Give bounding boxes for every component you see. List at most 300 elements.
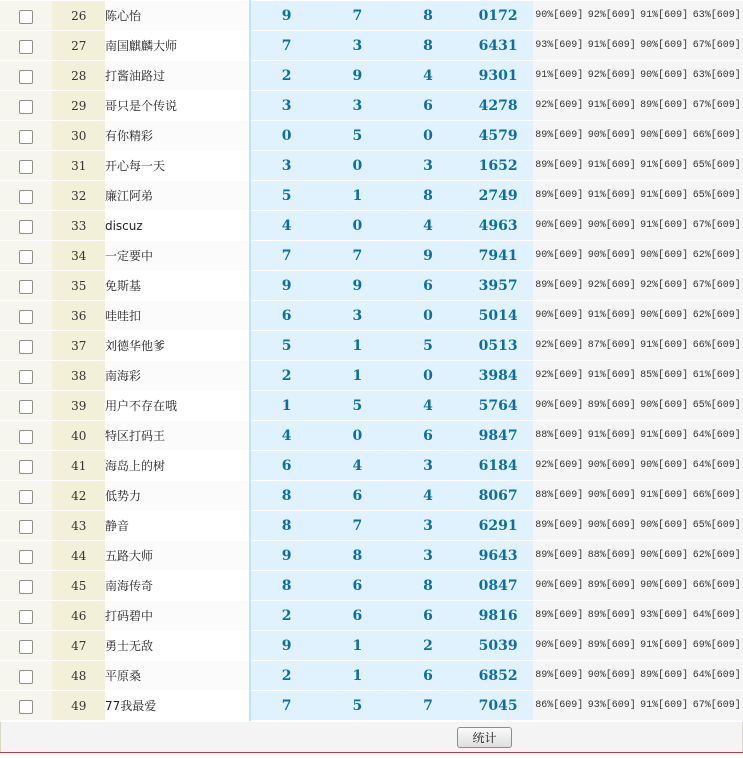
digit-3: 6 <box>393 421 464 451</box>
digit-2: 1 <box>322 331 393 361</box>
digit-2: 9 <box>322 61 393 91</box>
stat-2: 89%[609] <box>585 571 637 601</box>
user-name: 海岛上的树 <box>105 451 250 481</box>
digit-3: 5 <box>393 331 464 361</box>
code-number: 7941 <box>463 241 533 271</box>
stat-4: 66%[609] <box>690 481 743 511</box>
stat-1: 89%[609] <box>533 601 585 631</box>
row-select-cell <box>0 661 52 691</box>
stat-4: 66%[609] <box>690 121 743 151</box>
stat-4: 65%[609] <box>690 511 743 541</box>
stat-1: 92%[609] <box>533 451 585 481</box>
row-number: 28 <box>52 61 104 91</box>
row-select-checkbox[interactable] <box>19 160 33 174</box>
row-select-cell <box>0 541 52 571</box>
row-select-checkbox[interactable] <box>19 700 33 714</box>
row-number: 35 <box>52 271 104 301</box>
row-select-cell <box>0 301 52 331</box>
stat-4: 67%[609] <box>690 91 743 121</box>
stat-2: 90%[609] <box>585 511 637 541</box>
stat-1: 90%[609] <box>533 391 585 421</box>
digit-1: 8 <box>250 571 322 601</box>
digit-3: 4 <box>393 211 464 241</box>
code-number: 9643 <box>463 541 533 571</box>
digit-2: 8 <box>322 541 393 571</box>
row-select-checkbox[interactable] <box>19 400 33 414</box>
digit-2: 5 <box>322 121 393 151</box>
code-number: 1652 <box>463 151 533 181</box>
stat-3: 90%[609] <box>638 511 690 541</box>
stat-3: 90%[609] <box>638 541 690 571</box>
digit-1: 9 <box>250 541 322 571</box>
stat-4: 69%[609] <box>690 631 743 661</box>
table-row <box>0 61 743 91</box>
stat-1: 89%[609] <box>533 271 585 301</box>
digit-3: 2 <box>393 631 464 661</box>
table-row <box>0 601 743 631</box>
table-row <box>0 241 743 271</box>
row-select-cell <box>0 511 52 541</box>
table-row <box>0 121 743 151</box>
digit-1: 7 <box>250 31 322 61</box>
stat-3: 91%[609] <box>638 1 690 31</box>
row-number: 39 <box>52 391 104 421</box>
user-name: 用户不存在哦 <box>105 391 250 421</box>
digit-1: 7 <box>250 691 322 721</box>
row-select-checkbox[interactable] <box>19 460 33 474</box>
digit-1: 6 <box>250 301 322 331</box>
stat-3: 91%[609] <box>638 211 690 241</box>
footer-divider <box>0 752 743 753</box>
stat-2: 91%[609] <box>585 421 637 451</box>
user-name: 勇士无敌 <box>105 631 250 661</box>
row-select-cell <box>0 271 52 301</box>
row-select-checkbox[interactable] <box>19 100 33 114</box>
row-select-checkbox[interactable] <box>19 370 33 384</box>
stat-2: 87%[609] <box>585 331 637 361</box>
stat-3: 90%[609] <box>638 241 690 271</box>
digit-1: 3 <box>250 151 322 181</box>
user-name: 廉江阿弟 <box>105 181 250 211</box>
digit-1: 9 <box>250 631 322 661</box>
stat-2: 92%[609] <box>585 1 637 31</box>
stat-2: 89%[609] <box>585 391 637 421</box>
code-number: 0513 <box>463 331 533 361</box>
table-row <box>0 301 743 331</box>
code-number: 9301 <box>463 61 533 91</box>
row-number: 29 <box>52 91 104 121</box>
digit-3: 4 <box>393 481 464 511</box>
row-select-cell <box>0 481 52 511</box>
digit-3: 8 <box>393 571 464 601</box>
digit-1: 3 <box>250 91 322 121</box>
stat-4: 67%[609] <box>690 271 743 301</box>
digit-1: 5 <box>250 331 322 361</box>
stat-4: 62%[609] <box>690 301 743 331</box>
row-select-cell <box>0 631 52 661</box>
row-select-checkbox[interactable] <box>19 340 33 354</box>
user-name: 南海传奇 <box>105 571 250 601</box>
row-select-checkbox[interactable] <box>19 10 33 24</box>
digit-2: 7 <box>322 241 393 271</box>
digit-1: 8 <box>250 481 322 511</box>
code-number: 5014 <box>463 301 533 331</box>
row-select-checkbox[interactable] <box>19 250 33 264</box>
stat-1: 89%[609] <box>533 511 585 541</box>
stat-4: 64%[609] <box>690 601 743 631</box>
row-number: 43 <box>52 511 104 541</box>
row-select-checkbox[interactable] <box>19 310 33 324</box>
row-select-cell <box>0 181 52 211</box>
digit-3: 6 <box>393 271 464 301</box>
stat-1: 89%[609] <box>533 121 585 151</box>
row-number: 37 <box>52 331 104 361</box>
stat-1: 93%[609] <box>533 31 585 61</box>
row-select-cell <box>0 391 52 421</box>
table-row <box>0 541 743 571</box>
stat-2: 90%[609] <box>585 211 637 241</box>
user-name: 静音 <box>105 511 250 541</box>
user-name: 特区打码王 <box>105 421 250 451</box>
stat-4: 67%[609] <box>690 691 743 721</box>
digit-2: 1 <box>322 631 393 661</box>
user-name: 刘德华他爹 <box>105 331 250 361</box>
row-select-cell <box>0 331 52 361</box>
digit-3: 6 <box>393 91 464 121</box>
code-number: 4278 <box>463 91 533 121</box>
stat-1: 86%[609] <box>533 691 585 721</box>
stat-2: 92%[609] <box>585 271 637 301</box>
row-number: 41 <box>52 451 104 481</box>
row-select-checkbox[interactable] <box>19 640 33 654</box>
stat-3: 90%[609] <box>638 31 690 61</box>
user-name: 打酱油路过 <box>105 61 250 91</box>
row-select-checkbox[interactable] <box>19 580 33 594</box>
row-number: 49 <box>52 691 104 721</box>
stat-2: 90%[609] <box>585 661 637 691</box>
row-select-checkbox[interactable] <box>19 550 33 564</box>
row-select-cell <box>0 571 52 601</box>
stat-3: 91%[609] <box>638 481 690 511</box>
stat-2: 90%[609] <box>585 451 637 481</box>
digit-2: 7 <box>322 511 393 541</box>
stat-2: 91%[609] <box>585 91 637 121</box>
user-name: 陈心怡 <box>105 1 250 31</box>
stat-3: 92%[609] <box>638 271 690 301</box>
stat-1: 89%[609] <box>533 181 585 211</box>
stat-4: 67%[609] <box>690 211 743 241</box>
stat-3: 90%[609] <box>638 451 690 481</box>
stat-2: 91%[609] <box>585 301 637 331</box>
table-row <box>0 361 743 391</box>
stat-1: 89%[609] <box>533 661 585 691</box>
digit-1: 4 <box>250 211 322 241</box>
digit-3: 4 <box>393 391 464 421</box>
digit-2: 6 <box>322 601 393 631</box>
stat-2: 89%[609] <box>585 631 637 661</box>
row-select-cell <box>0 151 52 181</box>
digit-3: 0 <box>393 121 464 151</box>
stat-1: 88%[609] <box>533 421 585 451</box>
stat-2: 91%[609] <box>585 361 637 391</box>
row-select-checkbox[interactable] <box>19 220 33 234</box>
digit-3: 3 <box>393 151 464 181</box>
code-number: 5039 <box>463 631 533 661</box>
digit-3: 0 <box>393 361 464 391</box>
digit-3: 9 <box>393 241 464 271</box>
code-number: 9816 <box>463 601 533 631</box>
digit-3: 6 <box>393 661 464 691</box>
stat-1: 91%[609] <box>533 61 585 91</box>
stat-4: 64%[609] <box>690 661 743 691</box>
table-row <box>0 31 743 61</box>
stat-1: 90%[609] <box>533 301 585 331</box>
row-select-checkbox[interactable] <box>19 490 33 504</box>
stat-3: 91%[609] <box>638 331 690 361</box>
digit-2: 7 <box>322 1 393 31</box>
digit-1: 2 <box>250 601 322 631</box>
table-row <box>0 1 743 31</box>
code-number: 3984 <box>463 361 533 391</box>
statistics-button[interactable]: 统计 <box>457 727 512 748</box>
results-table-body <box>0 1 743 721</box>
digit-2: 9 <box>322 271 393 301</box>
stat-3: 90%[609] <box>638 571 690 601</box>
digit-2: 1 <box>322 661 393 691</box>
digit-1: 8 <box>250 511 322 541</box>
stat-3: 91%[609] <box>638 691 690 721</box>
stat-3: 90%[609] <box>638 61 690 91</box>
code-number: 6291 <box>463 511 533 541</box>
stat-4: 62%[609] <box>690 541 743 571</box>
row-number: 38 <box>52 361 104 391</box>
stat-1: 90%[609] <box>533 571 585 601</box>
stat-1: 89%[609] <box>533 541 585 571</box>
row-select-checkbox[interactable] <box>19 280 33 294</box>
code-number: 2749 <box>463 181 533 211</box>
table-row <box>0 481 743 511</box>
code-number: 4579 <box>463 121 533 151</box>
digit-2: 1 <box>322 361 393 391</box>
user-name: 77我最爱 <box>105 691 250 721</box>
digit-1: 0 <box>250 121 322 151</box>
user-name: 五路大师 <box>105 541 250 571</box>
code-number: 6852 <box>463 661 533 691</box>
row-select-checkbox[interactable] <box>19 190 33 204</box>
row-select-checkbox[interactable] <box>19 670 33 684</box>
table-row <box>0 391 743 421</box>
digit-2: 6 <box>322 571 393 601</box>
user-name: 开心每一天 <box>105 151 250 181</box>
stat-3: 90%[609] <box>638 121 690 151</box>
stat-1: 90%[609] <box>533 1 585 31</box>
code-number: 3957 <box>463 271 533 301</box>
stat-2: 90%[609] <box>585 481 637 511</box>
row-select-checkbox[interactable] <box>19 610 33 624</box>
digit-1: 9 <box>250 271 322 301</box>
digit-1: 5 <box>250 181 322 211</box>
stat-4: 62%[609] <box>690 241 743 271</box>
code-number: 9847 <box>463 421 533 451</box>
stat-4: 64%[609] <box>690 421 743 451</box>
row-number: 45 <box>52 571 104 601</box>
row-select-cell <box>0 91 52 121</box>
stat-1: 89%[609] <box>533 151 585 181</box>
user-name: 南国麒麟大师 <box>105 31 250 61</box>
code-number: 6431 <box>463 31 533 61</box>
stat-3: 90%[609] <box>638 301 690 331</box>
stat-2: 91%[609] <box>585 181 637 211</box>
stat-2: 93%[609] <box>585 691 637 721</box>
code-number: 0847 <box>463 571 533 601</box>
digit-3: 8 <box>393 181 464 211</box>
row-select-cell <box>0 691 52 721</box>
stat-1: 90%[609] <box>533 241 585 271</box>
stat-1: 92%[609] <box>533 331 585 361</box>
stat-3: 91%[609] <box>638 181 690 211</box>
code-number: 5764 <box>463 391 533 421</box>
stat-4: 63%[609] <box>690 1 743 31</box>
digit-1: 6 <box>250 451 322 481</box>
table-row <box>0 181 743 211</box>
row-number: 26 <box>52 1 104 31</box>
stat-4: 66%[609] <box>690 571 743 601</box>
digit-3: 3 <box>393 451 464 481</box>
user-name: 哥只是个传说 <box>105 91 250 121</box>
row-select-checkbox[interactable] <box>19 430 33 444</box>
code-number: 7045 <box>463 691 533 721</box>
digit-2: 3 <box>322 301 393 331</box>
user-name: 有你精彩 <box>105 121 250 151</box>
stat-2: 92%[609] <box>585 61 637 91</box>
stat-1: 90%[609] <box>533 631 585 661</box>
stat-3: 91%[609] <box>638 421 690 451</box>
digit-1: 2 <box>250 361 322 391</box>
table-row <box>0 691 743 721</box>
digit-2: 3 <box>322 31 393 61</box>
stat-2: 91%[609] <box>585 151 637 181</box>
stat-2: 88%[609] <box>585 541 637 571</box>
user-name: 南海彩 <box>105 361 250 391</box>
row-number: 48 <box>52 661 104 691</box>
stat-4: 66%[609] <box>690 331 743 361</box>
row-number: 47 <box>52 631 104 661</box>
table-footer <box>0 722 743 752</box>
code-number: 0172 <box>463 1 533 31</box>
digit-1: 7 <box>250 241 322 271</box>
digit-2: 6 <box>322 481 393 511</box>
row-number: 32 <box>52 181 104 211</box>
row-number: 30 <box>52 121 104 151</box>
table-row <box>0 661 743 691</box>
stat-3: 90%[609] <box>638 391 690 421</box>
table-row <box>0 451 743 481</box>
digit-2: 0 <box>322 151 393 181</box>
digit-3: 8 <box>393 1 464 31</box>
row-number: 36 <box>52 301 104 331</box>
stat-2: 89%[609] <box>585 601 637 631</box>
user-name: 哇哇扣 <box>105 301 250 331</box>
digit-2: 0 <box>322 421 393 451</box>
user-name: 打码碧中 <box>105 601 250 631</box>
digit-3: 8 <box>393 31 464 61</box>
row-select-cell <box>0 1 52 31</box>
row-select-cell <box>0 421 52 451</box>
stat-3: 93%[609] <box>638 601 690 631</box>
stat-4: 65%[609] <box>690 151 743 181</box>
user-name: discuz <box>105 211 250 241</box>
row-select-checkbox[interactable] <box>19 520 33 534</box>
digit-3: 3 <box>393 511 464 541</box>
digit-1: 2 <box>250 661 322 691</box>
table-row <box>0 511 743 541</box>
stat-2: 90%[609] <box>585 121 637 151</box>
stat-1: 90%[609] <box>533 211 585 241</box>
stat-1: 92%[609] <box>533 361 585 391</box>
digit-2: 0 <box>322 211 393 241</box>
stat-3: 91%[609] <box>638 151 690 181</box>
digit-3: 7 <box>393 691 464 721</box>
stat-4: 65%[609] <box>690 391 743 421</box>
digit-1: 2 <box>250 61 322 91</box>
row-number: 46 <box>52 601 104 631</box>
table-row <box>0 271 743 301</box>
digit-3: 0 <box>393 301 464 331</box>
digit-1: 9 <box>250 1 322 31</box>
user-name: 低势力 <box>105 481 250 511</box>
table-row <box>0 211 743 241</box>
stat-2: 91%[609] <box>585 31 637 61</box>
digit-3: 4 <box>393 61 464 91</box>
user-name: 平原桑 <box>105 661 250 691</box>
row-number: 44 <box>52 541 104 571</box>
code-number: 4963 <box>463 211 533 241</box>
stat-1: 88%[609] <box>533 481 585 511</box>
table-row <box>0 331 743 361</box>
digit-1: 1 <box>250 391 322 421</box>
digit-2: 4 <box>322 451 393 481</box>
digit-3: 3 <box>393 541 464 571</box>
user-name: 免斯基 <box>105 271 250 301</box>
row-select-checkbox[interactable] <box>19 40 33 54</box>
digit-2: 5 <box>322 391 393 421</box>
stat-3: 89%[609] <box>638 91 690 121</box>
stat-4: 61%[609] <box>690 361 743 391</box>
stat-3: 85%[609] <box>638 361 690 391</box>
table-row <box>0 91 743 121</box>
row-select-cell <box>0 361 52 391</box>
digit-2: 5 <box>322 691 393 721</box>
row-select-checkbox[interactable] <box>19 130 33 144</box>
table-row <box>0 421 743 451</box>
table-row <box>0 631 743 661</box>
table-row <box>0 571 743 601</box>
digit-3: 6 <box>393 601 464 631</box>
stat-1: 92%[609] <box>533 91 585 121</box>
user-name: 一定要中 <box>105 241 250 271</box>
row-select-cell <box>0 121 52 151</box>
row-number: 27 <box>52 31 104 61</box>
stat-4: 67%[609] <box>690 31 743 61</box>
row-number: 33 <box>52 211 104 241</box>
row-select-cell <box>0 61 52 91</box>
digit-2: 3 <box>322 91 393 121</box>
row-select-checkbox[interactable] <box>19 70 33 84</box>
digit-1: 4 <box>250 421 322 451</box>
row-select-cell <box>0 211 52 241</box>
stat-3: 89%[609] <box>638 661 690 691</box>
table-row <box>0 151 743 181</box>
